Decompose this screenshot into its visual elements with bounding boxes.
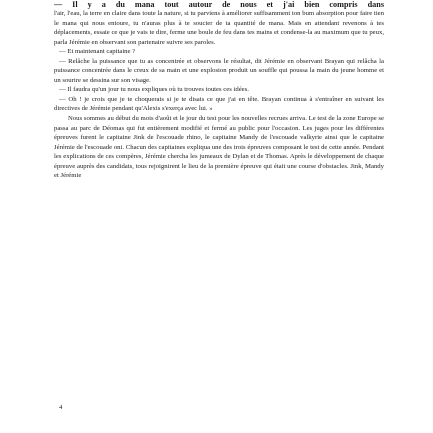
paragraph-2: — Relâche la puissance que tu as concentrée et observons le résultat, dit Jérémie en observant Brayan qui relâcha la puissance concentrée dans le creux de sa main et une explosion produit un souffle qui poussa la main du jeune homme et un sourire se dessina sur son visage. — [54, 57, 384, 84]
page-number: 4 — [59, 404, 63, 411]
paragraph-3: — Oh ! je crois que je te choquerais si je te disais ce que j'ai en tête. Brayan continua à s'entraîner en suivant les directives de Jérémie pendant qu'Alexis s'exerça avec lui. » — [54, 95, 384, 113]
dialogue-1: — Et maintenant capitaine ? — [59, 48, 136, 56]
top-line: — Il y a du mana tout autour de nous et j'ai bien compris dans — [54, 0, 384, 9]
document-page — [54, 0, 384, 433]
dialogue-2: — Il faudra qu'un jour tu nous expliques où tu trouves toutes ces idées. — [59, 86, 249, 94]
paragraph-1: l'air, l'eau, la terre en claire dans toute la nature, si tu parviens à améliorer suffisamment ton bum absorption pour faire tien le mana qui nous entoure, tu n'auras plus à te soucier de ta quantité de mana. Mais en attendant revenons à tes déplacements, essaie ce que je vais te dire, ferme une boule de feu dans tes mains et condense-la au maximum que tu peux, parla Jérémie en observant son partenaire suivre ses paroles. — [54, 10, 384, 46]
paragraph-4: Nous sommes au début du mois d'août et le jour du test pour les nouvelles recrues arriva. Le test de la zone Europe se passa au parc de Déomas qui fut entièrement modifié et fermé au public pour l'occasion. Les juges pour les différentes épreuves furent le capitaine Jink de l'escouade rhino, le capitaine Mandy de l'escouade valkyrie ainsi que le capitaine Jérémie de l'escouade oni. Chacun des capitaines expliqua une des trois épreuves composant le test de cette année. Pendant les explications de ces compères, Jérémie chercha les jumeaux de Dylan et de Thomas. Après le développement de chaque épreuve auprès des candidats, tous rejoignirent le lieu de la première épreuve qui était une course d'obstacles. Jink, Mandy et Jérémie — [54, 115, 384, 180]
